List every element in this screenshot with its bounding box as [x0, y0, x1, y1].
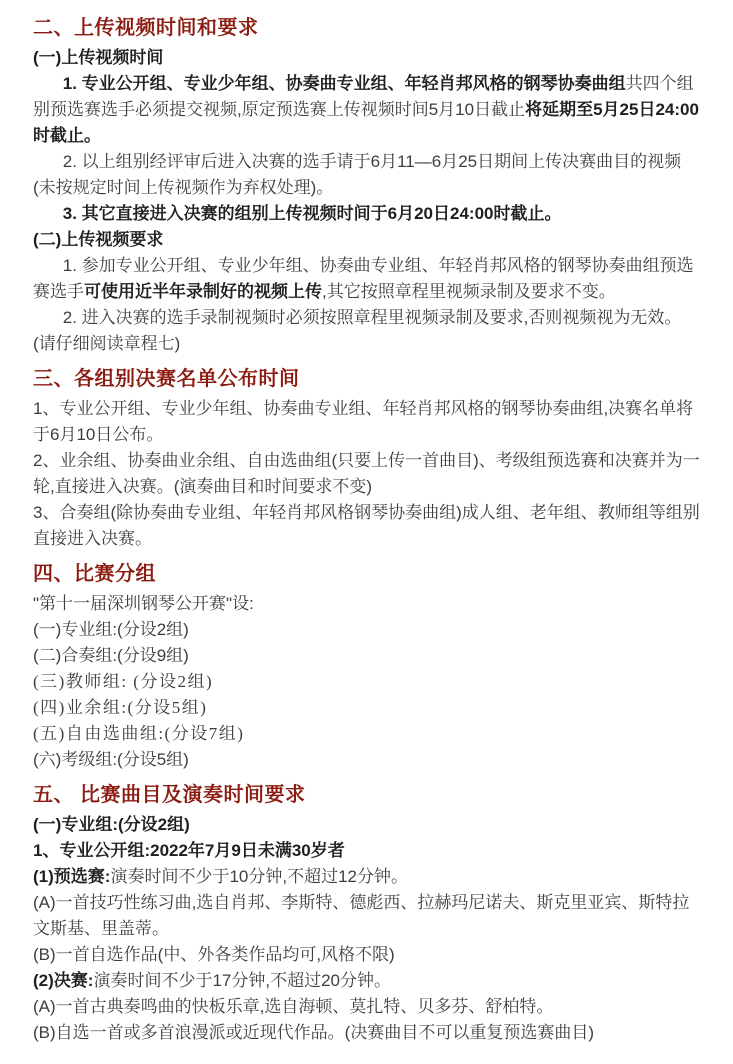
group-list-item-3: (三)教师组: (分设2组) [33, 672, 214, 691]
section-5-group-1-title: 1、专业公开组:2022年7月9日未满30岁者 [33, 841, 345, 860]
section-4-heading: 四、比赛分组 [33, 563, 156, 585]
section-2-paragraph-1 [33, 71, 700, 149]
paragraph-4-body-end: ,其它按照章程里视频录制及要求不变。 [322, 282, 616, 301]
section-5-subsection-title: (一)专业组:(分设2组) [33, 815, 190, 834]
group-list-item-6: (六)考级组:(分设5组) [33, 750, 189, 769]
paragraph-1-body: 共四个组别预选赛选手必须提交视频,原定预选赛上传视频时间5月10日截止 [33, 74, 694, 119]
preliminary-piece-a: (A)一首技巧性练习曲,选自肖邦、李斯特、德彪西、拉赫玛尼诺夫、斯克里亚宾、斯特拉文斯基、里盖蒂。 [33, 893, 690, 938]
preliminary-round-requirements [33, 864, 700, 890]
section-3-paragraph-3: 3、合奏组(除协奏曲专业组、年轻肖邦风格钢琴协奏曲组)成人组、老年组、教师组等组别直接进入决赛。 [33, 503, 700, 548]
paragraph-1-deadline: 将延期至5月25日24:00时截止。 [33, 100, 699, 145]
final-piece-b: (B)自选一首或多首浪漫派或近现代作品。(决赛曲目不可以重复预选赛曲目) [33, 1023, 594, 1042]
final-round-duration: 演奏时间不少于17分钟,不超过20分钟。 [93, 971, 391, 990]
preliminary-round-label: (1)预选赛: [33, 867, 111, 886]
preliminary-piece-b: (B)一首自选作品(中、外各类作品均可,风格不限) [33, 945, 395, 964]
final-round-requirements [33, 968, 700, 994]
section-2-paragraph-4 [33, 253, 700, 305]
section-3-heading: 三、各组别决赛名单公布时间 [33, 368, 300, 390]
paragraph-1-group-names: 1. 专业公开组、专业少年组、协奏曲专业组、年轻肖邦风格的钢琴协奏曲组 [62, 74, 626, 93]
paragraph-4-body-start: 1. 参加专业公开组、专业少年组、协奏曲专业组、年轻肖邦风格的钢琴协奏曲组预选赛选手 [33, 256, 694, 301]
group-list-item-4: (四)业余组:(分设5组) [33, 698, 208, 717]
final-piece-a: (A)一首古典奏鸣曲的快板乐章,选自海顿、莫扎特、贝多芬、舒柏特。 [33, 997, 554, 1016]
section-2-heading: 二、上传视频时间和要求 [33, 17, 259, 39]
section-2-subsection-2-title: (二)上传视频要求 [33, 230, 164, 249]
group-list-item-5: (五)自由选曲组:(分设7组) [33, 724, 245, 743]
section-4-intro: "第十一届深圳钢琴公开赛"设: [33, 594, 254, 613]
final-round-label: (2)决赛: [33, 971, 94, 990]
section-5-heading: 五、 比赛曲目及演奏时间要求 [33, 784, 306, 806]
section-2-paragraph-2: 2. 以上组别经评审后进入决赛的选手请于6月11—6月25日期间上传决赛曲目的视频(未按规定时间上传视频作为弃权处理)。 [33, 152, 682, 197]
group-list-item-1: (一)专业组:(分设2组) [33, 620, 189, 639]
paragraph-4-allowance: 可使用近半年录制好的视频上传 [84, 282, 322, 301]
preliminary-round-duration: 演奏时间不少于10分钟,不超过12分钟。 [110, 867, 408, 886]
group-list-item-2: (二)合奏组:(分设9组) [33, 646, 189, 665]
section-2-paragraph-5: 2. 进入决赛的选手录制视频时必须按照章程里视频录制及要求,否则视频视为无效。(请仔细阅读章程七) [33, 308, 682, 353]
section-3-paragraph-1: 1、专业公开组、专业少年组、协奏曲专业组、年轻肖邦风格的钢琴协奏曲组,决赛名单将于6月10日公布。 [33, 399, 694, 444]
section-3-paragraph-2: 2、业余组、协奏曲业余组、自由选曲组(只要上传一首曲目)、考级组预选赛和决赛并为一轮,直接进入决赛。(演奏曲目和时间要求不变) [33, 451, 700, 496]
section-2-subsection-1-title: (一)上传视频时间 [33, 48, 164, 67]
section-2-paragraph-3: 3. 其它直接进入决赛的组别上传视频时间于6月20日24:00时截止。 [62, 204, 562, 223]
